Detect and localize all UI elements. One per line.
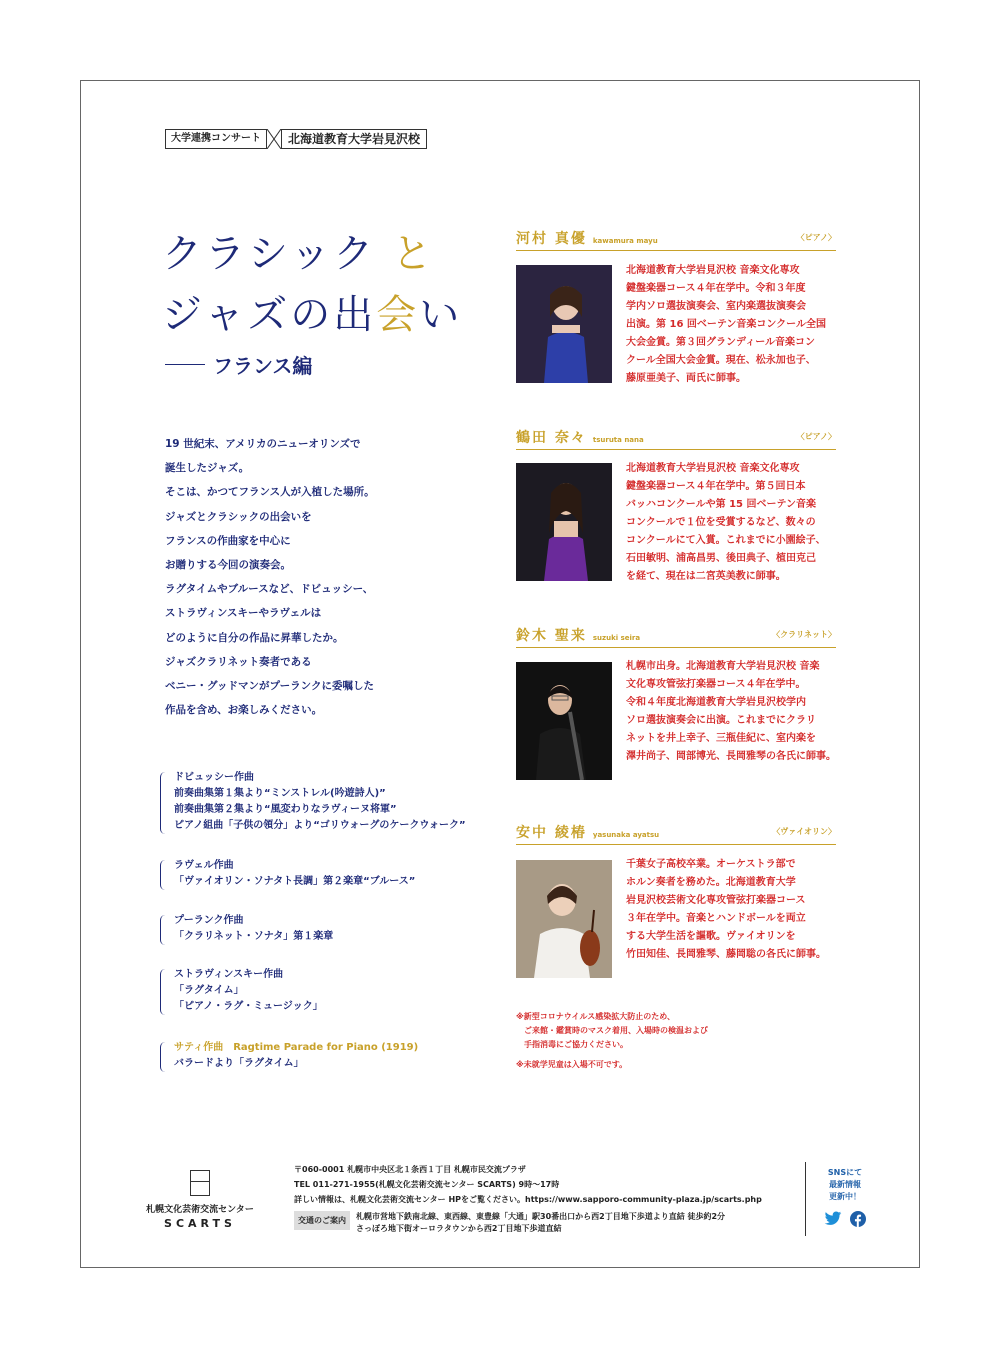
intro-text: [165, 437, 425, 727]
notice-line: ※未就学児童は入場不可です。: [516, 1060, 628, 1069]
intro-line: フランスの作曲家を中心に: [165, 534, 291, 547]
artist-photo-pianist: [516, 265, 612, 383]
bio-line: ホルン奏者を務めた。北海道教育大学: [626, 877, 796, 888]
program-poulenc: [160, 913, 480, 945]
access-label: 交通のご案内: [294, 1211, 350, 1230]
artist-bio: [626, 460, 838, 586]
artist-name: [516, 625, 640, 645]
notice-line: ※新型コロナウイルス感染拡大防止のため、: [516, 1012, 675, 1021]
bio-line: 鍵盤楽器コース４年在学中。令和３年度: [626, 283, 806, 294]
intro-line: そこは、かつてフランス人が入植した場所。: [165, 486, 375, 499]
program-line: ドビュッシー作曲: [174, 772, 254, 783]
program-line: 前奏曲集第１集より“ミンストレル(吟遊詩人)”: [174, 788, 386, 799]
brace: [160, 860, 165, 890]
twitter-icon[interactable]: [824, 1211, 842, 1231]
artist-name: [516, 822, 659, 842]
program-line: プーランク作曲: [174, 915, 244, 926]
title-text: い: [419, 292, 463, 338]
sns-block: [815, 1167, 875, 1231]
brace: [160, 969, 165, 1015]
badge-series: 大学連携コンサート: [165, 129, 267, 149]
bio-line: 文化専攻管弦打楽器コース４年在学中。: [626, 679, 806, 690]
bio-line: 令和４年度北海道教育大学岩見沢校学内: [626, 697, 806, 708]
bio-line: 大会金賞。第３回グランディール音楽コン: [626, 337, 815, 348]
intro-line: お贈りする今回の演奏会。: [165, 558, 291, 571]
artist-romaji: yasunaka ayatsu: [592, 831, 660, 839]
bio-line: コンクールにて入賞。これまでに小園絵子、: [626, 535, 826, 546]
brace: [160, 1042, 165, 1072]
artist-bio: [626, 856, 838, 964]
sns-text: SNSにて: [827, 1168, 863, 1177]
bio-line: コンクールで１位を受賞するなど、数々の: [626, 517, 816, 528]
artist-name-text: 鶴田 奈々: [516, 430, 587, 446]
title-text: クラシック: [162, 231, 377, 277]
artist-instrument: 〈ピアノ〉: [796, 432, 836, 441]
bio-line: 石田敏明、浦高昌男、後田典子、植田克己: [626, 553, 816, 564]
program-line: 「ヴァイオリン・ソナタト長調」第２楽章“ブルース”: [174, 876, 416, 887]
program-stravinsky: [160, 967, 480, 1015]
artist-name-text: 鈴木 聖来: [516, 628, 587, 644]
bio-line: ソロ選抜演奏会に出演。これまでにクラリ: [626, 715, 816, 726]
artist-photo-pianist: [516, 463, 612, 581]
artist-header: [516, 427, 836, 450]
org-name: 札幌文化芸術交流センター: [146, 1205, 254, 1215]
cross-icon: [267, 129, 281, 149]
artist-name: [516, 228, 658, 248]
brace: [160, 772, 165, 834]
notice-line: 手指消毒にご協力ください。: [516, 1040, 628, 1049]
address: 〒060-0001 札幌市中央区北１条西１丁目 札幌市民交流プラザ: [294, 1165, 526, 1174]
bio-line: クール全国大会金賞。現在、松永加也子、: [626, 355, 816, 366]
artist-instrument: 〈クラリネット〉: [772, 630, 836, 639]
sns-text: 最新情報: [829, 1180, 861, 1189]
notice: [516, 1010, 708, 1072]
bio-line: する大学生活を謳歌。ヴァイオリンを: [626, 931, 796, 942]
bio-line: 北海道教育大学岩見沢校 音楽文化専攻: [626, 265, 800, 276]
bio-line: 竹田知佳、長岡雅琴、藤岡聡の各氏に師事。: [626, 949, 826, 960]
subtitle-dash: [165, 364, 205, 365]
artist-romaji: tsuruta nana: [592, 436, 644, 444]
bio-line: 札幌市出身。北海道教育大学岩見沢校 音楽: [626, 661, 820, 672]
program-line: サティ作曲 Ragtime Parade for Piano (1919): [174, 1042, 419, 1053]
intro-line: 誕生したジャズ。: [165, 462, 250, 475]
artist-photo-violinist: [516, 860, 612, 978]
bio-line: 岩見沢校芸術文化専攻管弦打楽器コース: [626, 895, 806, 906]
bio-line: 千葉女子高校卒業。オーケストラ部で: [626, 859, 796, 870]
telephone: TEL 011-271-1955(札幌文化芸術交流センター SCARTS) 9時〜17時: [294, 1180, 560, 1189]
access-line: さっぽろ地下街オーロラタウンから西2丁目地下歩道直結: [356, 1224, 562, 1233]
intro-line: 19 世紀末、アメリカのニューオリンズで: [165, 438, 361, 450]
sns-text: 更新中！: [829, 1192, 861, 1201]
artist-header: [516, 625, 836, 648]
title-line-2: [162, 283, 462, 340]
title-accent: と: [391, 231, 435, 277]
subtitle-text: フランス編: [213, 354, 313, 378]
brace: [160, 915, 165, 945]
program-ravel: [160, 858, 480, 890]
bio-line: ネットを井上幸子、三瓶佳紀に、室内楽を: [626, 733, 816, 744]
intro-line: ジャズとクラシックの出会いを: [165, 510, 312, 523]
org-name-en: SCARTS: [164, 1217, 236, 1230]
program-line: ストラヴィンスキー作曲: [174, 969, 284, 980]
artist-header: [516, 822, 836, 845]
bio-line: ３年在学中。音楽とハンドボールを両立: [626, 913, 806, 924]
website-link[interactable]: 詳しい情報は、札幌文化芸術交流センター HPをご覧ください。https://www.sapporo-community-plaza.jp/scarts.php: [294, 1195, 762, 1204]
bio-line: 北海道教育大学岩見沢校 音楽文化専攻: [626, 463, 800, 474]
intro-line: ジャズクラリネット奏者である: [165, 655, 312, 668]
program-satie: [160, 1040, 480, 1072]
bio-line: 出演。第 16 回ベーテン音楽コンクール全国: [626, 319, 826, 330]
event-badge: [165, 129, 427, 149]
intro-line: どのように自分の作品に昇華したか。: [165, 631, 344, 644]
access-line: 札幌市営地下鉄南北線、東西線、東豊線「大通」駅30番出口から西2丁目地下歩道より直結 徒歩約2分: [356, 1212, 726, 1221]
intro-line: 作品を含め、お楽しみください。: [165, 704, 323, 717]
bio-line: 藤原亜美子、両氏に師事。: [626, 373, 746, 384]
artist-name: [516, 427, 644, 447]
artist-bio: [626, 262, 838, 388]
program-line: 「クラリネット・ソナタ」第１楽章: [174, 931, 334, 942]
title-line-1: [162, 222, 435, 279]
bio-line: 鍵盤楽器コース４年在学中。第５回日本: [626, 481, 806, 492]
badge-university: 北海道教育大学岩見沢校: [281, 129, 427, 149]
bio-line: を経て、現在は二宮英美教に師事。: [626, 571, 786, 582]
artist-name-text: 河村 真優: [516, 231, 587, 247]
program-debussy: [160, 770, 480, 834]
artist-instrument: 〈ピアノ〉: [796, 233, 836, 242]
artist-instrument: 〈ヴァイオリン〉: [772, 827, 836, 836]
notice-line: ご来館・鑑賞時のマスク着用、入場時の検温および: [516, 1026, 708, 1035]
artist-romaji: kawamura mayu: [592, 237, 658, 245]
artist-bio: [626, 658, 838, 766]
intro-line: ラグタイムやブルースなど、ドビュッシー、: [165, 583, 374, 596]
artist-name-text: 安中 綾椿: [516, 825, 587, 841]
scarts-logo: [110, 1170, 290, 1230]
program-line: バラードより「ラグタイム」: [174, 1058, 304, 1069]
artist-romaji: suzuki seira: [592, 634, 641, 642]
program-line: 「ピアノ・ラグ・ミュージック」: [174, 1001, 323, 1012]
access-info: [294, 1211, 762, 1233]
bio-line: 澤井尚子、岡部博光、長岡雅琴の各氏に師事。: [626, 751, 836, 762]
footer-divider: [805, 1162, 806, 1236]
bio-line: バッハコンクールや第 15 回ベーテン音楽: [626, 499, 816, 510]
artist-header: [516, 228, 836, 251]
program-line: ラヴェル作曲: [174, 860, 234, 871]
subtitle: [165, 350, 312, 379]
title-accent: 会: [376, 292, 420, 338]
program-line: 「ラグタイム」: [174, 985, 244, 996]
title-text: ジャズの出: [162, 292, 377, 338]
intro-line: ストラヴィンスキーやラヴェルは: [165, 607, 322, 620]
intro-line: ベニー・グッドマンがプーランクに委嘱した: [165, 679, 374, 692]
scarts-logo-icon: [190, 1170, 210, 1196]
program-line: 前奏曲集第２集より“風変わりなラヴィーヌ将軍”: [174, 804, 397, 815]
facebook-icon[interactable]: [850, 1211, 866, 1231]
bio-line: 学内ソロ選抜演奏会、室内楽選抜演奏会: [626, 301, 806, 312]
artist-photo-clarinetist: [516, 662, 612, 780]
footer-info: [294, 1162, 762, 1233]
program-line: ピアノ組曲「子供の領分」より“ゴリウォーグのケークウォーク”: [174, 820, 466, 831]
